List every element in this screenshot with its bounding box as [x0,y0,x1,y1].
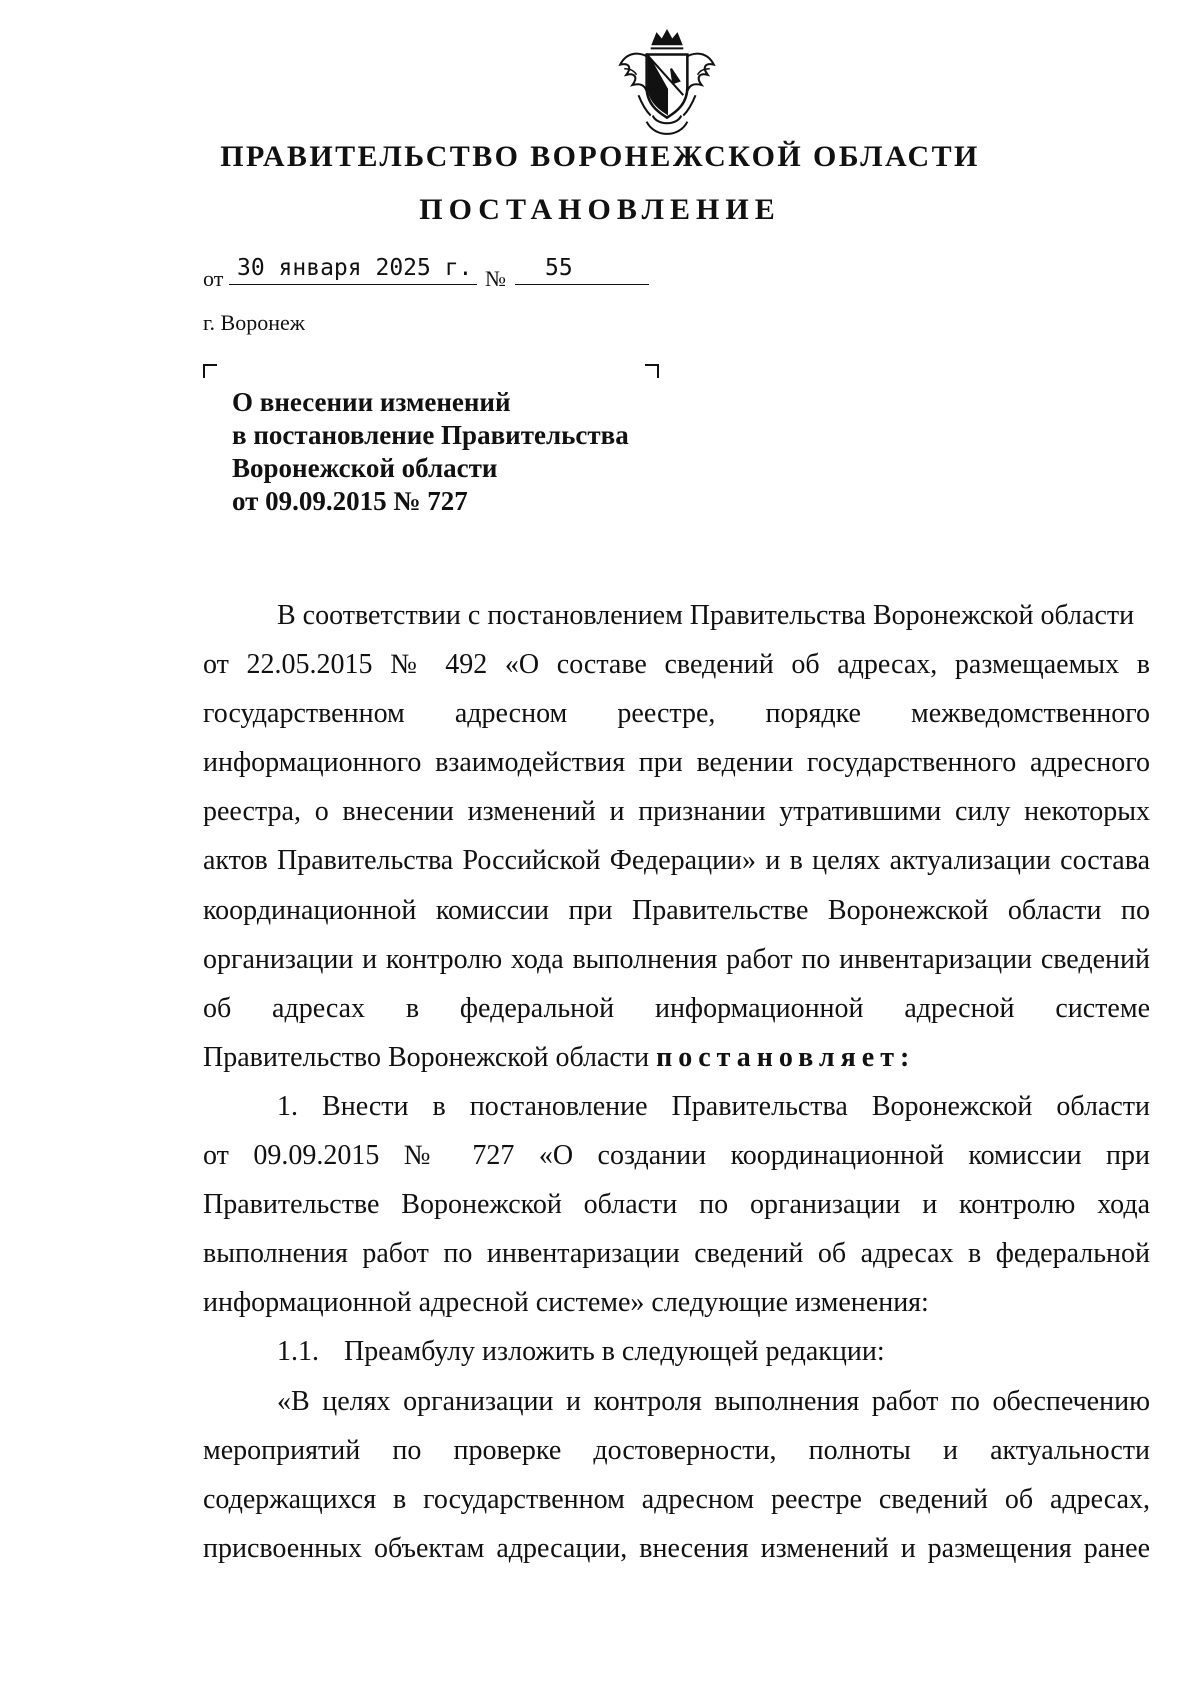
number-field [515,252,649,285]
body-line: реестра, о внесении изменений и признании утратившими силу некоторых [203,796,1150,828]
city: г. Воронеж [203,310,305,335]
resolves-word: постановляет: [656,1041,916,1073]
body-line: выполнения работ по инвентаризации сведений об адресах в федеральной [203,1238,1150,1270]
body-line: информационной адресной системе» следующие изменения: [203,1287,929,1319]
voronezh-coat-of-arms-icon [616,28,718,140]
body-line: «В целях организации и контроля выполнения работ по обеспечению [277,1385,1150,1417]
body-line: 1. Внести в постановление Правительства Воронежской области [277,1090,1150,1122]
document-type: ПОСТАНОВЛЕНИЕ [419,193,781,226]
body-line [203,1033,1150,1082]
document-subject [232,386,629,518]
clause-number: 1.1. [277,1336,319,1368]
body-line [203,1327,1150,1376]
document-number: 55 [545,255,573,281]
subject-line: Воронежской области [232,453,498,483]
body-line: Правительстве Воронежской области по организации и контролю хода [203,1189,1150,1221]
subject-line: от 09.09.2015 № 727 [232,486,468,516]
body-line: актов Правительства Российской Федерации» и в целях актуализации состава [203,845,1150,877]
body-line: об адресах в федеральной информационной адресной системе [203,992,1150,1024]
government-title: ПРАВИТЕЛЬСТВО ВОРОНЕЖСКОЙ ОБЛАСТИ [220,140,980,173]
corner-mark-left [203,364,217,378]
date-number-row [203,252,673,292]
body-line: государственном адресном реестре, порядке межведомственного [203,698,1150,730]
body-line: координационной комиссии при Правительстве Воронежской области по [203,894,1150,926]
body-line: информационного взаимодействия при ведении государственного адресного [203,747,1150,779]
document-date: 30 января 2025 г. [237,255,473,281]
subject-line: О внесении изменений [232,387,511,417]
date-field [229,252,477,285]
number-label: № [485,266,506,291]
body-line: присвоенных объектам адресации, внесения изменений и размещения ранее [203,1532,1150,1564]
body-text: Преамбулу изложить в следующей редакции: [344,1336,885,1368]
body-line: содержащихся в государственном адресном реестре сведений об адресах, [203,1483,1150,1515]
body-line: мероприятий по проверке достоверности, полноты и актуальности [203,1434,1150,1466]
body-line: от 09.09.2015 № 727 «О создании координационной комиссии при [203,1140,1150,1172]
body-line: от 22.05.2015 № 492 «О составе сведений об адресах, размещаемых в [203,649,1150,681]
subject-line: в постановление Правительства [232,420,629,450]
body-text: Правительство Воронежской области [203,1041,650,1073]
corner-mark-right [645,364,659,378]
document-body [203,591,1150,1573]
body-line: организации и контролю хода выполнения работ по инвентаризации сведений [203,943,1150,975]
body-line: В соответствии с постановлением Правительства Воронежской области [277,600,1135,631]
from-label: от [203,266,224,291]
